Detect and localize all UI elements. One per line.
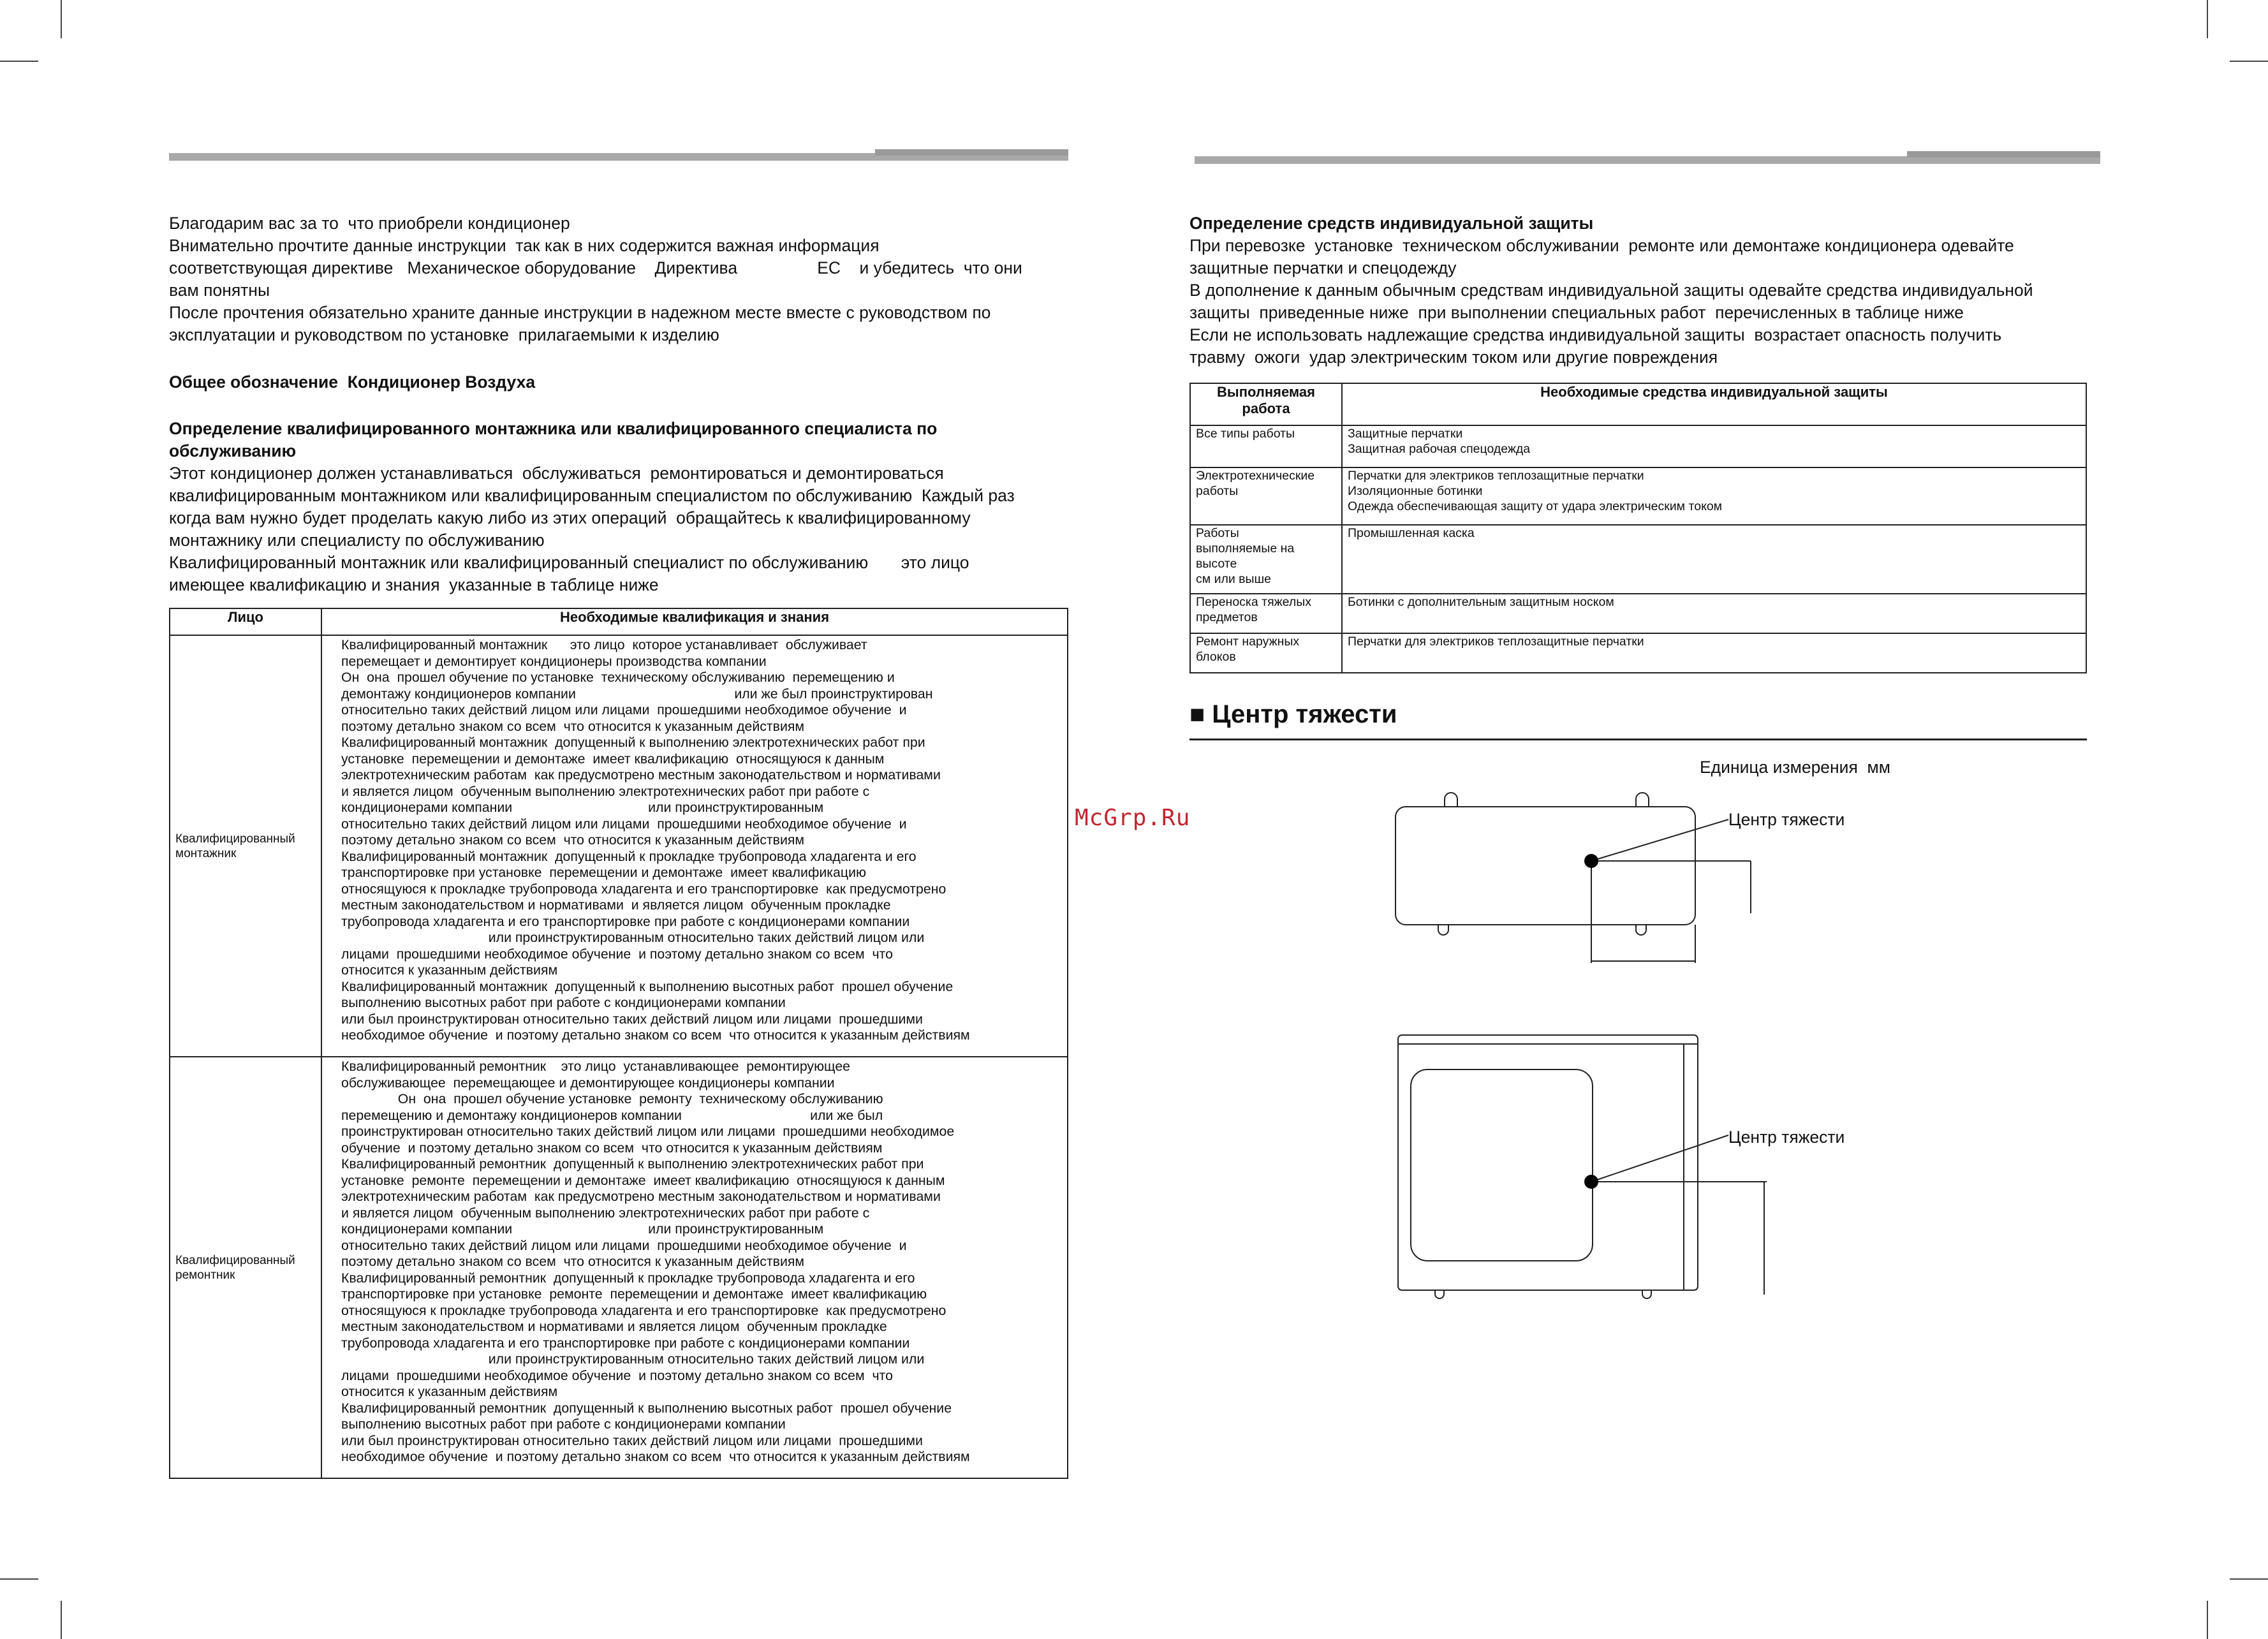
role-cell	[170, 1057, 321, 1478]
qualification-paragraph: Он она прошел обучение по установке техническому обслуживанию перемещению и демонтажу кондиционеров компании или же был проинструктирован относительно таких действий лицом или лицами прошедшими необходимое обучение и поэтому детально знаком со всем что относится к указанным действиям	[341, 670, 933, 734]
mounting-tab	[1636, 793, 1649, 807]
section-rule	[1189, 739, 2087, 740]
col-header-person: Лицо	[170, 608, 321, 635]
col-header-qualification: Необходимые квалификация и знания	[321, 608, 1068, 635]
unit-label: Единица измерения мм	[1700, 758, 1890, 777]
general-heading-text: Общее обозначение Кондиционер Воздуха	[169, 372, 536, 392]
qualification-paragraph: Квалифицированный монтажник допущенный к прокладке трубопровода хладагента и его транспортировке при установке перемещении и демонтаже имеет квалификацию относящуюся к прокладке трубопровода хладагента и его транспортировке как предусмотрено местным законодательством и нормативами и является лицом обученным прокладке трубопровода хладагента и его транспортировке при работе с кондиционерами компании или проинструктированным относительно таких действий лицом или лицами прошедшими необходимое обучение и поэтому детально знаком со всем что относится к указанным действиям	[341, 848, 946, 978]
ppe-header-row	[1190, 383, 2086, 425]
qualified-text-line: Этот кондиционер должен устанавливаться обслуживаться ремонтироваться и демонтироваться	[169, 464, 944, 483]
table-header-row	[170, 608, 1068, 635]
work-cell: Ремонт наружных блоков	[1190, 633, 1342, 673]
ppe-cell: Перчатки для электриков теплозащитные перчатки	[1342, 633, 2086, 673]
ppe-text-line: защитные перчатки и спецодежду	[1189, 258, 1457, 277]
intro-line: эксплуатации и руководством по установке прилагаемыми к изделию	[169, 325, 719, 344]
intro-line: После прочтения обязательно храните данные инструкции в надежном месте вместе с руководством по	[169, 303, 991, 322]
qualification-paragraph: Квалифицированный ремонтник допущенный к прокладке трубопровода хладагента и его транспортировке при установке ремонте перемещении и демонтаже имеет квалификацию относящуюся к прокладке трубопровода хладагента и его транспортировке как предусмотрено местным законодательством и нормативами и является лицом обученным прокладке трубопровода хладагента и его транспортировке при работе с кондиционерами компании или проинструктированным относительно таких действий лицом или лицами прошедшими необходимое обучение и поэтому детально знаком со всем что относится к указанным действиям	[341, 1270, 946, 1399]
ppe-table	[1189, 383, 2087, 673]
ppe-block	[1189, 212, 2108, 369]
role-repairer: Квалифицированный ремонтник	[175, 1253, 295, 1282]
table-row	[1190, 467, 2086, 525]
crop-mark	[2207, 1601, 2208, 1639]
intro-line: вам понятны	[169, 281, 270, 300]
qualification-paragraph: Квалифицированный монтажник допущенный к выполнению высотных работ прошел обучение выполнению высотных работ при работе с кондиционерами компании или был проинструктирован относительно таких действий лицом или лицами прошедшими необходимое обучение и поэтому детально знаком со всем что относится к указанным действиям	[341, 978, 970, 1043]
general-heading	[169, 371, 535, 393]
qualification-cell	[321, 1057, 1068, 1478]
center-of-gravity-marker	[1584, 854, 1598, 868]
intro-block	[169, 212, 1075, 346]
col-header-ppe: Необходимые средства индивидуальной защиты	[1342, 383, 2086, 425]
watermark-text: McGrp.Ru	[1075, 805, 1191, 831]
qualification-paragraph: Квалифицированный монтажник допущенный к выполнению электротехнических работ при установке перемещении и демонтаже имеет квалификацию относящуюся к данным электротехническим работам как предусмотрено местным законодательством и нормативами и является лицом обученным выполнению электротехнических работ при работе с кондиционерами компании или проинструктированным относительно таких действий лицом или лицами прошедшими необходимое обучение и поэтому детально знаком со всем что относится к указанным действиям	[341, 735, 941, 848]
foot	[1636, 925, 1646, 935]
ppe-text-line: травму ожоги удар электрическим током или другие повреждения	[1189, 348, 1718, 367]
crop-mark	[2207, 0, 2208, 38]
qualified-text-line: квалифицированным монтажником или квалифицированным специалистом по обслуживанию Каждый раз	[169, 486, 1015, 505]
left-header-tab	[875, 149, 1068, 156]
qualification-cell	[321, 635, 1068, 1057]
cog-label-top: Центр тяжести	[1728, 810, 1845, 829]
cog-title-text: Центр тяжести	[1212, 700, 1397, 728]
qualification-paragraph: Квалифицированный ремонтник допущенный к выполнению высотных работ прошел обучение выполнению высотных работ при работе с кондиционерами компании или был проинструктирован относительно таких действий лицом или лицами прошедшими необходимое обучение и поэтому детально знаком со всем что относится к указанным действиям	[341, 1400, 970, 1464]
qualified-text-line: имеющее квалификацию и знания указанные в таблице ниже	[169, 575, 659, 594]
ppe-cell: Промышленная каска	[1342, 525, 2086, 594]
unit-outline-front	[1398, 1035, 1698, 1290]
square-bullet-icon: ■	[1189, 700, 1205, 728]
foot	[1642, 1290, 1651, 1298]
top-view-diagram	[1384, 781, 1767, 973]
qualified-text-line: Квалифицированный монтажник или квалифицированный специалист по обслуживанию это лицо	[169, 553, 969, 572]
table-row	[170, 635, 1068, 1057]
qualification-table	[169, 608, 1068, 1479]
foot	[1435, 1290, 1444, 1298]
cog-section-title	[1189, 700, 1397, 729]
role-installer: Квалифицированный монтажник	[175, 832, 295, 860]
role-cell	[170, 635, 321, 1057]
center-of-gravity-marker	[1584, 1175, 1598, 1189]
qualification-paragraph: Квалифицированный ремонтник это лицо устанавливающее ремонтирующее обслуживающее перемещающее и демонтирующее кондиционеры компании Он она прошел обучение установке ремонту техническому обслуживанию перемещению и демонтажу кондиционеров компании или же был проинструктирован относительно таких действий лицом или лицами прошедшими необходимое обучение и поэтому детально знаком со всем что относится к указанным действиям	[341, 1059, 955, 1156]
ppe-text-line: Если не использовать надлежащие средства индивидуальной защиты возрастает опасность получить	[1189, 325, 2002, 344]
fan-grille	[1411, 1069, 1593, 1261]
crop-mark	[61, 0, 62, 38]
work-cell: Электротехнические работы	[1190, 467, 1342, 525]
col-header-work: Выполняемая работа	[1190, 383, 1342, 425]
ppe-text-line: защиты приведенные ниже при выполнении специальных работ перечисленных в таблице ниже	[1189, 303, 1964, 322]
ppe-cell: Перчатки для электриков теплозащитные перчатки Изоляционные ботинки Одежда обеспечивающая защиту от удара электрическим током	[1342, 467, 2086, 525]
leader-line	[1591, 1135, 1728, 1182]
qualification-paragraph: Квалифицированный монтажник это лицо которое устанавливает обслуживает перемещает и демонтирует кондиционеры производства компании	[341, 637, 867, 669]
unit-outline-top	[1395, 807, 1695, 925]
ppe-cell: Защитные перчатки Защитная рабочая спецодежда	[1342, 425, 2086, 467]
ppe-cell: Ботинки с дополнительным защитным носком	[1342, 594, 2086, 633]
intro-line: Внимательно прочтите данные инструкции так как в них содержится важная информация	[169, 236, 880, 255]
crop-mark	[0, 1578, 38, 1580]
crop-mark	[2230, 1578, 2268, 1580]
qualified-text-line: монтажнику или специалисту по обслуживанию	[169, 531, 545, 550]
qualification-paragraph: Квалифицированный ремонтник допущенный к выполнению электротехнических работ при установке ремонте перемещении и демонтаже имеет квалификацию относящуюся к данным электротехническим работам как предусмотрено местным законодательством и нормативами и является лицом обученным выполнению электротехнических работ при работе с кондиционерами компании или проинструктированным относительно таких действий лицом или лицами прошедшими необходимое обучение и поэтому детально знаком со всем что относится к указанным действиям	[341, 1156, 945, 1269]
crop-mark	[61, 1601, 62, 1639]
ppe-text-line: В дополнение к данным обычным средствам индивидуальной защиты одевайте средства индивидуальной	[1189, 281, 2033, 300]
qualified-heading-line: обслуживанию	[169, 441, 297, 460]
qualified-block	[169, 418, 1075, 596]
ppe-heading: Определение средств индивидуальной защиты	[1189, 214, 1594, 233]
table-row	[1190, 633, 2086, 673]
work-cell: Переноска тяжелых предметов	[1190, 594, 1342, 633]
cog-label-bottom: Центр тяжести	[1728, 1128, 1845, 1147]
leader-line	[1591, 819, 1728, 861]
foot	[1438, 925, 1448, 935]
front-view-diagram	[1384, 1024, 1779, 1311]
qualified-text-line: когда вам нужно будет проделать какую либо из этих операций обращайтесь к квалифицированному	[169, 508, 971, 527]
work-cell: Работы выполняемые на высоте см или выше	[1190, 525, 1342, 594]
table-row	[1190, 525, 2086, 594]
intro-line: Благодарим вас за то что приобрели кондиционер	[169, 214, 570, 233]
table-row	[1190, 594, 2086, 633]
intro-line: соответствующая директиве Механическое оборудование Директива ЕС и убедитесь что они	[169, 258, 1022, 277]
right-header-tab	[1907, 151, 2100, 158]
crop-mark	[2230, 61, 2268, 62]
qualified-heading-line: Определение квалифицированного монтажника или квалифицированного специалиста по	[169, 419, 938, 438]
table-row	[1190, 425, 2086, 467]
mounting-tab	[1445, 793, 1457, 807]
crop-mark	[0, 61, 38, 62]
work-cell: Все типы работы	[1190, 425, 1342, 467]
ppe-text-line: При перевозке установке техническом обслуживании ремонте или демонтаже кондиционера одевайте	[1189, 236, 2014, 255]
table-row	[170, 1057, 1068, 1478]
